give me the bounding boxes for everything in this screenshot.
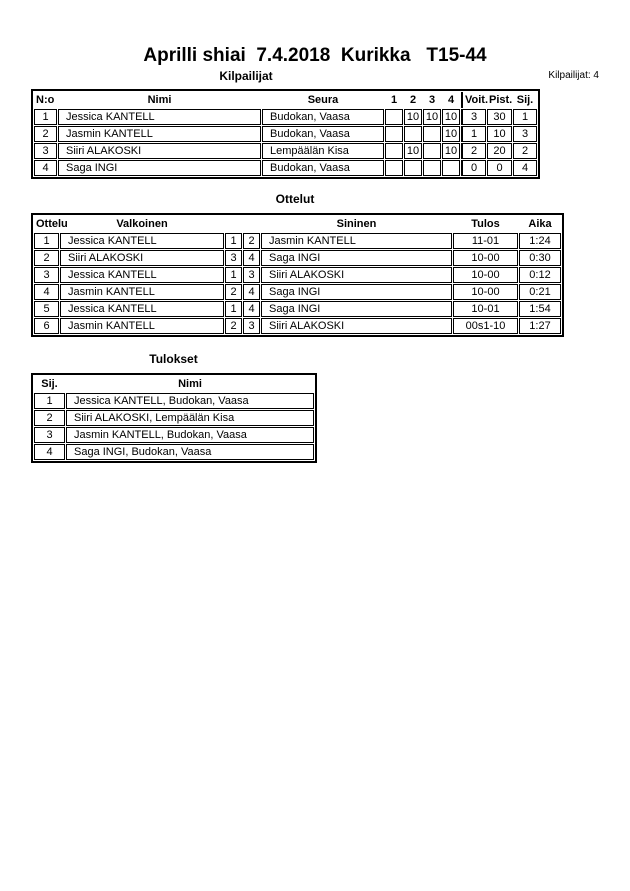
match-time: 0:21	[519, 284, 561, 300]
score-vs-1	[385, 126, 403, 142]
match-no: 3	[34, 267, 59, 283]
score-vs-3	[423, 160, 441, 176]
match-row	[34, 267, 561, 283]
score-vs-3	[423, 143, 441, 159]
col-header-no: N:o	[36, 94, 55, 106]
match-time: 1:24	[519, 233, 561, 249]
white-number: 2	[225, 318, 242, 334]
result-place: 2	[34, 410, 65, 426]
match-no: 4	[34, 284, 59, 300]
result-place: 3	[34, 427, 65, 443]
result-row	[34, 444, 314, 460]
match-row	[34, 284, 561, 300]
score-vs-2: 10	[404, 143, 422, 159]
white-number: 1	[225, 267, 242, 283]
competitor-points: 30	[487, 109, 512, 125]
col-header-round1: 1	[390, 94, 398, 106]
white-number: 2	[225, 284, 242, 300]
matches-table	[31, 213, 564, 337]
blue-name: Saga INGI	[261, 301, 452, 317]
competitor-place: 1	[513, 109, 537, 125]
match-time: 1:54	[519, 301, 561, 317]
match-time: 1:27	[519, 318, 561, 334]
white-name: Siiri ALAKOSKI	[60, 250, 224, 266]
match-result: 10-00	[453, 250, 518, 266]
col-header-round3: 3	[428, 94, 436, 106]
competitor-wins: 0	[461, 160, 486, 176]
result-row	[34, 410, 314, 426]
result-place: 1	[34, 393, 65, 409]
score-vs-2: 10	[404, 109, 422, 125]
col-header-round2: 2	[409, 94, 417, 106]
competitor-no: 1	[34, 109, 57, 125]
match-result: 10-00	[453, 284, 518, 300]
result-row	[34, 393, 314, 409]
blue-name: Saga INGI	[261, 284, 452, 300]
match-row	[34, 318, 561, 334]
competitor-wins: 2	[461, 143, 486, 159]
competitor-club: Budokan, Vaasa	[262, 126, 384, 142]
col-header-name: Nimi	[147, 94, 172, 106]
competitor-points: 10	[487, 126, 512, 142]
col-header-white-no	[225, 216, 242, 232]
col-header-blue-no	[243, 216, 260, 232]
white-name: Jasmin KANTELL	[60, 318, 224, 334]
col-header-match-no: Ottelu	[36, 218, 68, 230]
blue-name: Jasmin KANTELL	[261, 233, 452, 249]
score-vs-3: 10	[423, 109, 441, 125]
col-header-result: Tulos	[471, 218, 500, 230]
col-header-time: Aika	[528, 218, 552, 230]
blue-name: Siiri ALAKOSKI	[261, 318, 452, 334]
competitors-header-row	[34, 92, 537, 108]
competitors-count-label: Kilpailijat: 4	[548, 70, 599, 81]
match-no: 1	[34, 233, 59, 249]
blue-name: Saga INGI	[261, 250, 452, 266]
match-result: 00s1-10	[453, 318, 518, 334]
col-header-blue: Sininen	[336, 218, 377, 230]
white-name: Jasmin KANTELL	[60, 284, 224, 300]
blue-number: 4	[243, 301, 260, 317]
competitor-row	[34, 109, 537, 125]
competitor-name: Jasmin KANTELL	[58, 126, 261, 142]
score-vs-3	[423, 126, 441, 142]
matches-section-title: Ottelut	[275, 192, 315, 206]
match-result: 11-01	[453, 233, 518, 249]
competitor-no: 3	[34, 143, 57, 159]
result-row	[34, 427, 314, 443]
competitor-club: Budokan, Vaasa	[262, 109, 384, 125]
competitor-points: 20	[487, 143, 512, 159]
col-header-name: Nimi	[178, 378, 202, 390]
competitors-section-title: Kilpailijat	[219, 69, 273, 83]
competitor-no: 4	[34, 160, 57, 176]
competitors-table	[31, 89, 540, 179]
col-header-place: Sij.	[41, 378, 58, 390]
result-name: Jasmin KANTELL, Budokan, Vaasa	[66, 427, 314, 443]
white-name: Jessica KANTELL	[60, 301, 224, 317]
white-number: 1	[225, 301, 242, 317]
col-header-club: Seura	[307, 94, 339, 106]
competitor-row	[34, 143, 537, 159]
page-title: Aprilli shiai 7.4.2018 Kurikka T15-44	[143, 45, 487, 66]
score-vs-1	[385, 143, 403, 159]
blue-number: 3	[243, 318, 260, 334]
result-place: 4	[34, 444, 65, 460]
competitor-club: Budokan, Vaasa	[262, 160, 384, 176]
col-header-round4: 4	[447, 94, 455, 106]
result-name: Siiri ALAKOSKI, Lempäälän Kisa	[66, 410, 314, 426]
results-header-row	[34, 376, 314, 392]
match-time: 0:30	[519, 250, 561, 266]
competitor-name: Saga INGI	[58, 160, 261, 176]
competitor-name: Siiri ALAKOSKI	[58, 143, 261, 159]
blue-number: 3	[243, 267, 260, 283]
white-number: 3	[225, 250, 242, 266]
white-name: Jessica KANTELL	[60, 233, 224, 249]
result-name: Saga INGI, Budokan, Vaasa	[66, 444, 314, 460]
score-vs-1	[385, 160, 403, 176]
match-no: 6	[34, 318, 59, 334]
blue-number: 2	[243, 233, 260, 249]
match-result: 10-00	[453, 267, 518, 283]
score-vs-2	[404, 126, 422, 142]
competitor-place: 2	[513, 143, 537, 159]
match-row	[34, 233, 561, 249]
col-header-place: Sij.	[516, 94, 534, 106]
score-vs-4	[442, 160, 460, 176]
results-table	[31, 373, 317, 463]
white-name: Jessica KANTELL	[60, 267, 224, 283]
col-header-points: Pist.	[489, 94, 513, 106]
blue-number: 4	[243, 284, 260, 300]
competitor-place: 3	[513, 126, 537, 142]
competitor-row	[34, 126, 537, 142]
match-time: 0:12	[519, 267, 561, 283]
col-header-white: Valkoinen	[116, 218, 168, 230]
competitor-wins: 3	[461, 109, 486, 125]
match-result: 10-01	[453, 301, 518, 317]
matches-header-row	[34, 216, 561, 232]
match-no: 2	[34, 250, 59, 266]
competitor-wins: 1	[461, 126, 486, 142]
competitor-row	[34, 160, 537, 176]
competitor-no: 2	[34, 126, 57, 142]
blue-number: 4	[243, 250, 260, 266]
competitor-place: 4	[513, 160, 537, 176]
score-vs-4: 10	[442, 126, 460, 142]
score-vs-1	[385, 109, 403, 125]
competitor-club: Lempäälän Kisa	[262, 143, 384, 159]
col-header-wins: Voit.	[461, 92, 486, 108]
match-row	[34, 250, 561, 266]
results-section-title: Tulokset	[149, 352, 198, 366]
match-row	[34, 301, 561, 317]
competitor-points: 0	[487, 160, 512, 176]
blue-name: Siiri ALAKOSKI	[261, 267, 452, 283]
score-vs-4: 10	[442, 143, 460, 159]
result-name: Jessica KANTELL, Budokan, Vaasa	[66, 393, 314, 409]
match-no: 5	[34, 301, 59, 317]
score-vs-2	[404, 160, 422, 176]
score-vs-4: 10	[442, 109, 460, 125]
white-number: 1	[225, 233, 242, 249]
competitor-name: Jessica KANTELL	[58, 109, 261, 125]
